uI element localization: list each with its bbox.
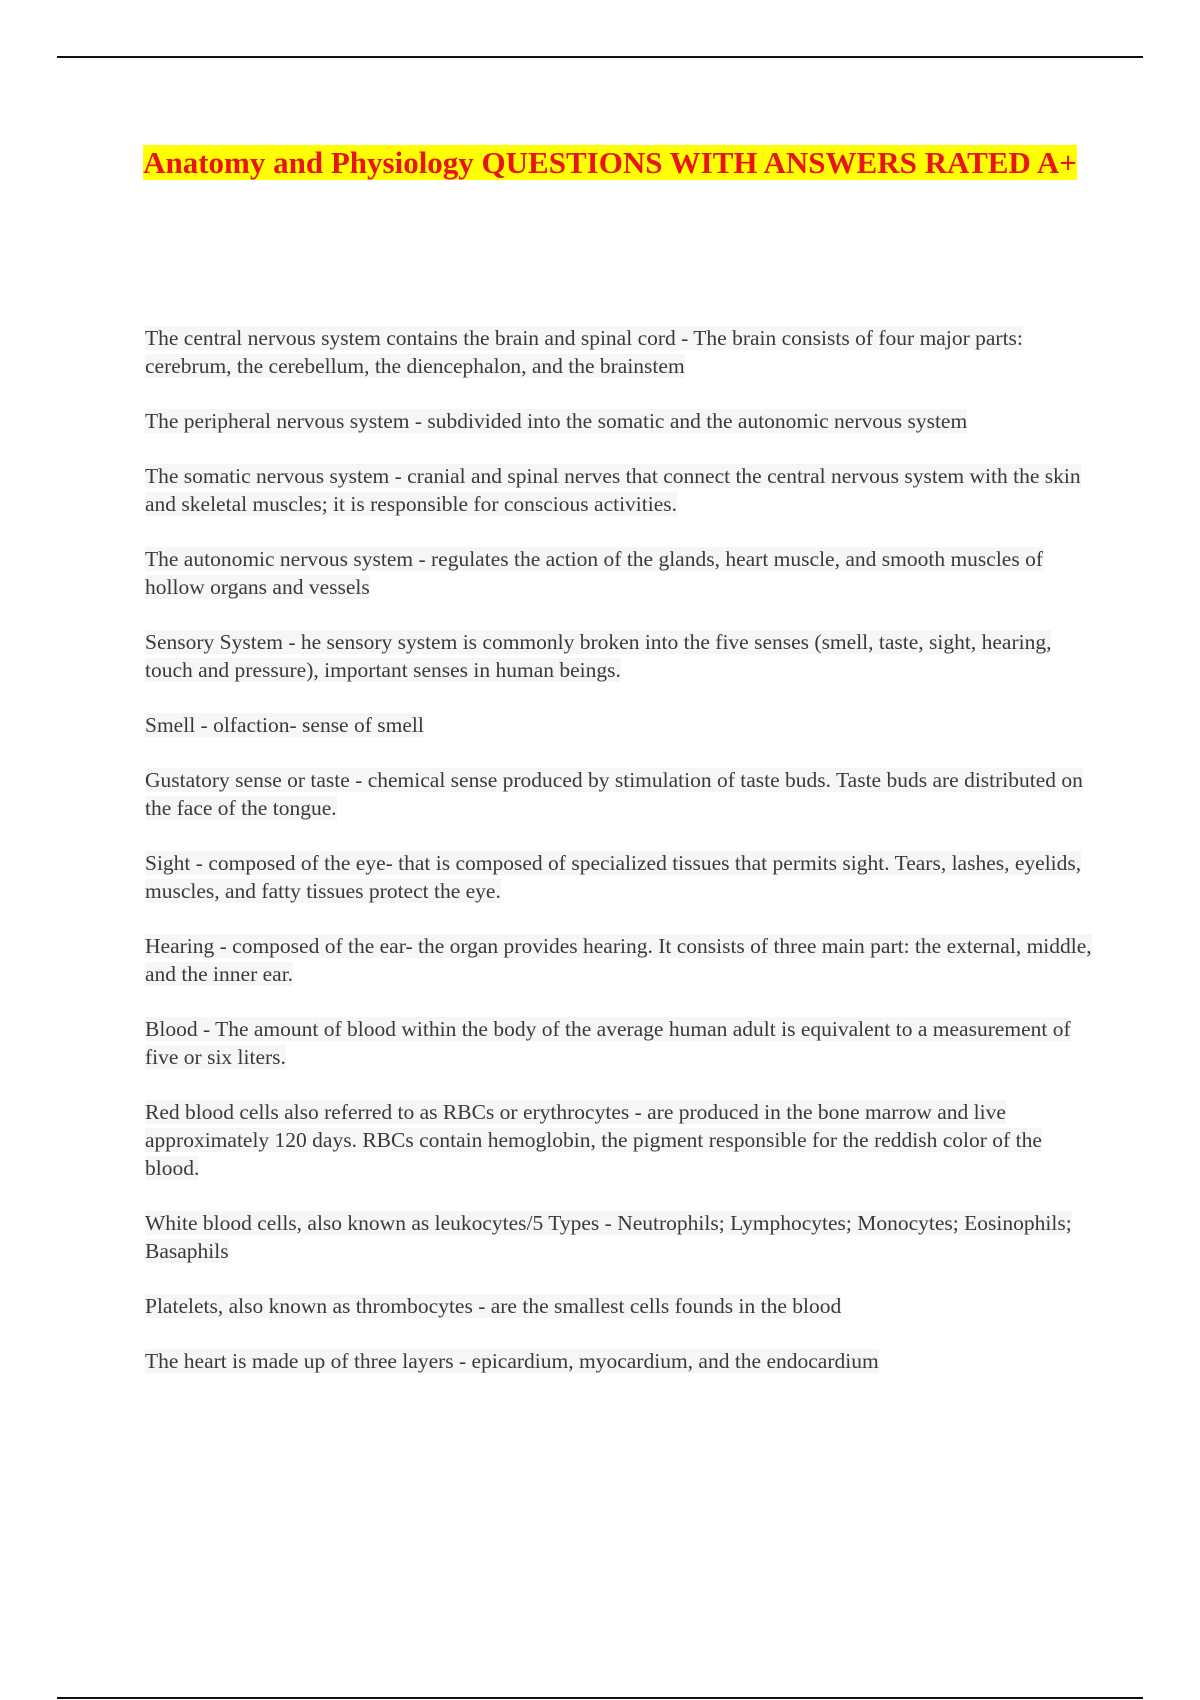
qa-entry-text: White blood cells, also known as leukocytes/5 Types - Neutrophils; Lymphocytes; Monocytes; Eosinophils; Basaphils: [145, 1211, 1072, 1263]
qa-entry: [145, 324, 1095, 380]
qa-entry: [145, 932, 1095, 988]
qa-entry: [145, 1292, 1095, 1320]
qa-entry: [145, 628, 1095, 684]
qa-entry-text: Gustatory sense or taste - chemical sense produced by stimulation of taste buds. Taste buds are distributed on the face of the tongue.: [145, 768, 1083, 820]
qa-entry: [145, 849, 1095, 905]
qa-entry: [145, 1015, 1095, 1071]
qa-entry: [145, 407, 1095, 435]
qa-entry-text: Blood - The amount of blood within the body of the average human adult is equivalent to a measurement of five or six liters.: [145, 1017, 1071, 1069]
qa-entry-text: The heart is made up of three layers - epicardium, myocardium, and the endocardium: [145, 1349, 879, 1373]
qa-entry: [145, 766, 1095, 822]
qa-entry-text: Red blood cells also referred to as RBCs or erythrocytes - are produced in the bone marrow and live approximately 120 days. RBCs contain hemoglobin, the pigment responsible for the reddish color of the blood.: [145, 1100, 1042, 1180]
qa-entry: [145, 1098, 1095, 1182]
document-title: Anatomy and Physiology QUESTIONS WITH ANSWERS RATED A+: [143, 145, 1077, 180]
bottom-rule: [57, 1697, 1143, 1699]
qa-entry-text: The peripheral nervous system - subdivided into the somatic and the autonomic nervous system: [145, 409, 968, 433]
qa-list: [145, 324, 1095, 1402]
qa-entry: [145, 711, 1095, 739]
title-block: [140, 142, 1080, 183]
qa-entry-text: Hearing - composed of the ear- the organ provides hearing. It consists of three main part: the external, middle, and the inner ear.: [145, 934, 1092, 986]
qa-entry-text: Sight - composed of the eye- that is composed of specialized tissues that permits sight. Tears, lashes, eyelids, muscles, and fatty tissues protect the eye.: [145, 851, 1082, 903]
qa-entry-text: The somatic nervous system - cranial and spinal nerves that connect the central nervous system with the skin and skeletal muscles; it is responsible for conscious activities.: [145, 464, 1081, 516]
qa-entry-text: The central nervous system contains the brain and spinal cord - The brain consists of four major parts: cerebrum, the cerebellum, the diencephalon, and the brainstem: [145, 326, 1023, 378]
qa-entry-text: The autonomic nervous system - regulates the action of the glands, heart muscle, and smooth muscles of hollow organs and vessels: [145, 547, 1043, 599]
qa-entry-text: Platelets, also known as thrombocytes - are the smallest cells founds in the blood: [145, 1294, 842, 1318]
qa-entry-text: Smell - olfaction- sense of smell: [145, 713, 424, 737]
qa-entry: [145, 545, 1095, 601]
top-rule: [57, 56, 1143, 58]
qa-entry-text: Sensory System - he sensory system is commonly broken into the five senses (smell, taste, sight, hearing, touch and pressure), important senses in human beings.: [145, 630, 1052, 682]
qa-entry: [145, 462, 1095, 518]
qa-entry: [145, 1209, 1095, 1265]
qa-entry: [145, 1347, 1095, 1375]
